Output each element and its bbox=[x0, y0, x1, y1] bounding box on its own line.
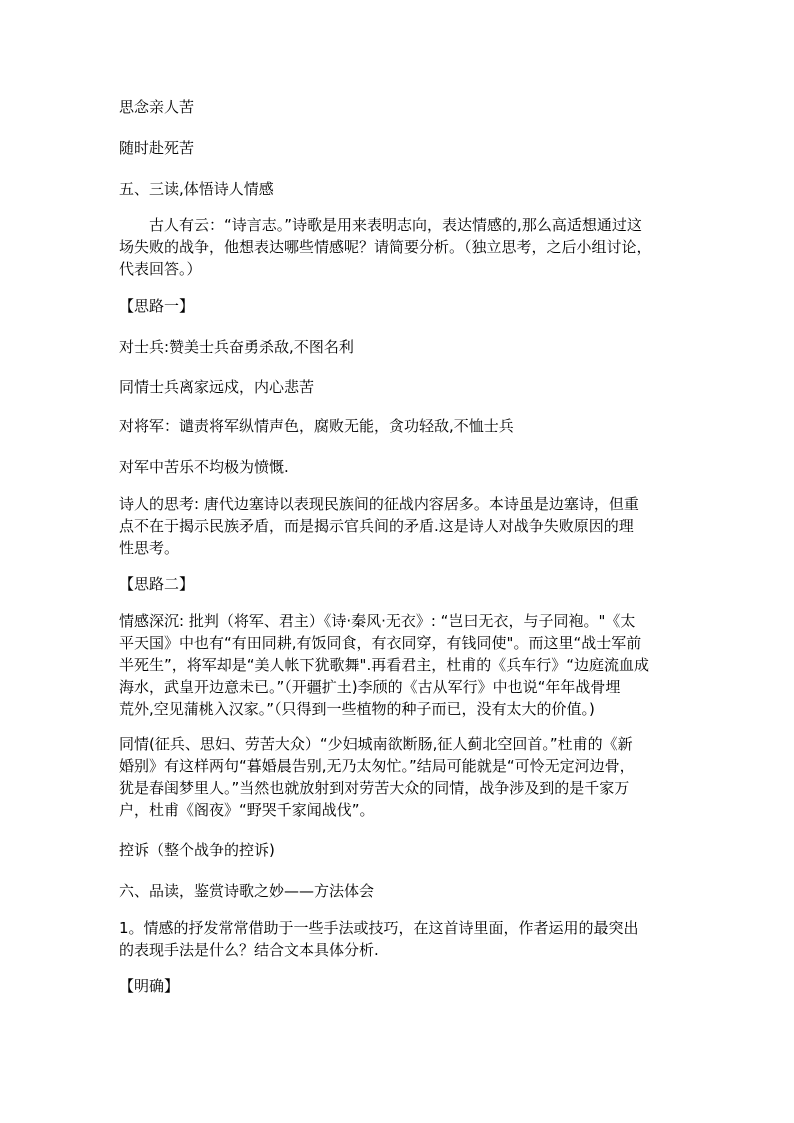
text-line: 点不在于揭示民族矛盾，而是揭示官兵间的矛盾.这是诗人对战争失败原因的理 bbox=[119, 517, 634, 535]
paragraph-deep-emotion bbox=[119, 610, 679, 720]
line-unequal-indignation: 对军中苦乐不均极为愤慨. bbox=[119, 458, 289, 476]
line-think-of-family: 思念亲人苦 bbox=[119, 98, 195, 116]
text-line: 户，杜甫《阁夜》“野哭千家闻战伐”。 bbox=[119, 801, 375, 819]
section-heading-five: 五、三读,体悟诗人情感 bbox=[119, 180, 274, 198]
line-accusation: 控诉（整个战争的控诉) bbox=[119, 841, 275, 859]
text-line: 情感深沉: 批判（将军、君主）《诗·秦风·无衣》: “岂曰无衣，与子同袍。"《太 bbox=[119, 612, 636, 630]
paragraph-poet-reflection bbox=[119, 493, 679, 559]
paragraph-sympathy bbox=[119, 733, 679, 821]
text-line: 古人有云：“诗言志。”诗歌是用来表明志向，表达情感的,那么高适想通过这 bbox=[119, 216, 642, 234]
text-line: 诗人的思考: 唐代边塞诗以表现民族间的征战内容居多。本诗虽是边塞诗，但重 bbox=[119, 495, 639, 513]
line-generals-condemn: 对将军：谴责将军纵情声色，腐败无能，贪功轻敌,不恤士兵 bbox=[119, 417, 514, 435]
line-soldiers-praise: 对士兵:赞美士兵奋勇杀敌,不图名利 bbox=[119, 338, 354, 356]
text-line: 半死生”，将军却是“美人帐下犹歌舞".再看君主，杜甫的《兵车行》“边庭流血成 bbox=[119, 656, 649, 674]
paragraph-question-emotion bbox=[119, 214, 679, 280]
text-line: 荒外,空见蒲桃入汉家。”（只得到一些植物的种子而已，没有太大的价值。) bbox=[119, 700, 595, 718]
text-line: 的表现手法是什么？结合文本具体分析. bbox=[119, 941, 379, 959]
text-line: 场失败的战争，他想表达哪些情感呢？请简要分析。（独立思考，之后小组讨论， bbox=[119, 238, 652, 256]
text-line: 1。情感的抒发常常借助于一些手法或技巧，在这首诗里面，作者运用的最突出 bbox=[119, 919, 639, 937]
heading-idea-two: 【思路二】 bbox=[119, 575, 195, 593]
line-soldiers-sympathy: 同情士兵离家远戍，内心悲苦 bbox=[119, 378, 315, 396]
heading-idea-one: 【思路一】 bbox=[119, 297, 195, 315]
text-line: 海水，武皇开边意未已。”（开疆扩土)李颀的《古从军行》中也说“年年战骨埋 bbox=[119, 678, 621, 696]
paragraph-technique-question bbox=[119, 917, 679, 961]
line-death-hardship: 随时赴死苦 bbox=[119, 139, 195, 157]
text-line: 平天国》中也有“有田同耕,有饭同食，有衣同穿，有钱同使"。而这里“战士军前 bbox=[119, 634, 642, 652]
heading-clarify: 【明确】 bbox=[119, 977, 180, 995]
section-heading-six: 六、品读，鉴赏诗歌之妙——方法体会 bbox=[119, 882, 375, 900]
text-line: 性思考。 bbox=[119, 539, 180, 557]
text-line: 犹是春闺梦里人。”当然也就放射到对劳苦大众的同情，战争涉及到的是千家万 bbox=[119, 779, 630, 797]
text-line: 同情(征兵、思妇、劳苦大众）“少妇城南欲断肠,征人蓟北空回首。”杜甫的《新 bbox=[119, 735, 633, 753]
text-line: 代表回答。） bbox=[119, 260, 202, 278]
text-line: 婚别》有这样两句“暮婚晨告别,无乃太匆忙。”结局可能就是“可怜无定河边骨， bbox=[119, 757, 635, 775]
